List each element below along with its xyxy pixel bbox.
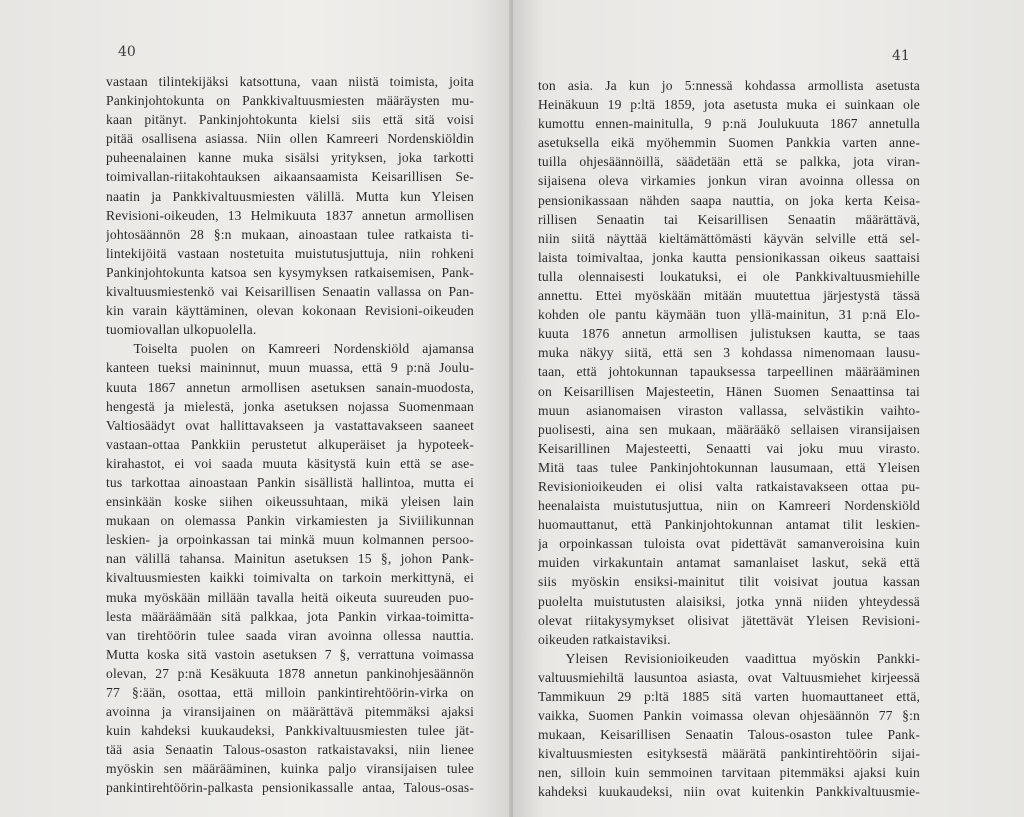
text-line: muun asianomaisen viraston vallassa, selvästikin vaihto- [538,402,920,418]
text-line: Valtiosäädyt ovat hallittavakseen ja vastattavakseen saaneet [106,417,474,433]
text-line: van tirehtöörin tulee saada viran avoinna ollessa nauttia. [106,627,474,643]
text-line: pankintirehtöörin-palkasta pensionikassalle antaa, Talous-osas- [106,780,474,796]
text-line: kuuta 1876 annetun armollisen julistuksen kautta, se taas [538,326,920,342]
left-page [0,0,511,817]
text-line: kivaltuusmiestenkö vai Keisarillisen Senaatin vallassa on Pan- [106,284,474,300]
text-line: Pankinjohtokunta on Pankkivaltuusmiesten määräysten mu- [106,93,474,109]
text-line: lintekijöitä vastaan nostetuita muistutusjuttuja, niin rohkeni [106,245,474,261]
text-line: puolelta muistutusten alaisiksi, jotka ynnä niiden yhteydessä [538,593,920,609]
text-line: Mitä taas tulee Pankinjohtokunnan lausumaan, että Yleisen [538,459,920,475]
text-line: tuilla ohjesäännöillä, säädetään että se palkka, jota viran- [538,154,920,170]
text-line: puolisesti, aina sen mukaan, määrääkö sellaisen viransijaisen [538,421,920,437]
text-line: Tammikuun 29 p:ltä 1885 sitä varten huomauttaneet että, [538,689,920,704]
text-line: ja orpoinkassan tuloista ovat pidettävät samanveroisina kuin [538,536,920,552]
text-line: myöskin sen määrääminen, kuinka paljo viransijaisen tulee [106,761,474,777]
text-line: Revisioni-oikeuden, 13 Helmikuuta 1837 annetun armollisen [106,207,474,223]
text-line: olevan, 27 p:nä Kesäkuuta 1878 annetun pankinohjesäännön [106,665,474,681]
text-line: huomauttanut, että Pankinjohtokunnan antamat tilit leskien- [538,517,920,533]
text-line: kohden ole pantu käymään tuon yllä-mainitun, 31 p:nä Elo- [538,307,920,323]
text-line: hengestä ja mielestä, jonka asetuksen nojassa Suomenmaan [106,398,474,414]
text-line: tuomiovallan ulkopuolella. [106,322,257,338]
text-line: avoinna ja viransijainen on määrättävä pitemmäksi ajaksi [106,704,474,720]
text-line: Toiselta puolen on Kamreeri Nordenskiöld ajamansa [106,341,474,357]
text-line: nen, silloin kuin semmoinen tarvitaan pitemmäksi ajaksi kuin [538,765,920,781]
text-line: siis myöskin ensiksi-mainitut tilit voisivat joutua kassan [538,574,920,590]
text-line: kivaltuusmiesten kaikki toimivalta on tarkoin merkittynä, ei [106,570,474,586]
text-line: oikeuden ratkaistaviksi. [538,631,671,647]
text-line: Pankinjohtokunta katsoa sen kysymyksen ratkaisemisen, Pank- [106,264,474,280]
text-line: tulla olennaisesti loukatuksi, ei ole Pankkivaltuusmiehille [538,268,920,284]
text-line: vastaan tilintekijäksi katsottuna, vaan niistä toimista, joita [106,74,474,89]
text-line: 77 §:ään, osottaa, että milloin pankintirehtöörin-virka on [106,685,474,700]
text-line: Heinäkuun 19 p:ltä 1859, jota asetusta muka ei suinkaan ole [538,97,920,113]
text-line: muiden virkakuntain antamat samanlaiset laskut, sekä että [538,555,920,571]
body-text [538,76,920,802]
text-line: taan, että johtokunnan tapauksessa tarpeellinen määrääminen [538,364,920,380]
text-line: muka myöskään millään tavalla heitä oikeuta suureuden puo- [106,589,474,605]
text-line: leskien- ja orpoinkassan tai minkä muun kolmannen persoo- [106,532,474,548]
text-line: puheenalainen kanne muka sisälsi yrityksen, joka tarkotti [106,150,474,166]
text-line: naatin ja Pankkivaltuusmiesten välillä. Mutta kun Yleisen [106,188,474,204]
text-line: kuuta 1867 annetun armollisen asetuksen sanain-muodosta, [106,379,474,395]
text-line: niin siitä näyttää kieltämättömästi käyvän selville että sel- [538,230,920,246]
text-line: tus tarkottaa ainoastaan Pankin sisällistä hallintoa, mutta ei [106,474,474,490]
text-line: heenalaista muistutusjuttua, niin on Kamreeri Nordenskiöld [538,498,920,514]
text-line: pensionikassaan nähden saapa nauttia, on joka kerta Keisa- [538,192,920,208]
text-line: asetuksella eikä myöhemmin Suomen Pankkia varten anne- [538,135,920,151]
text-line: johtosäännön 28 §:n mukaan, ainoastaan tulee ratkaista ti- [106,226,474,242]
text-line: ensinkään koske siihen oikeussuhtaan, mikä yleisen lain [106,494,474,510]
text-line: vastaan-ottaa Pankkiin perustetut alkuperäiset ja hypoteek- [106,436,474,452]
text-line: tää asia Senaatin Talous-osaston ratkaistavaksi, niin lienee [106,742,474,758]
text-line: kahdeksi kuukaudeksi, niin ovat kuitenkin Pankkivaltuusmie- [538,784,920,800]
page-number: 40 [118,44,136,60]
text-line: vaikka, Suomen Pankin voimassa olevan ohjesäännön 77 §:n [538,708,920,724]
text-line: valtuusmiehiltä lausuntoa asiasta, ovat Valtuusmiehet kirjeessä [538,669,920,685]
text-line: pitää osallisena asiassa. Niin ollen Kamreeri Nordenskiöldin [106,131,474,147]
text-line: ton asia. Ja kun jo 5:nnessä kohdassa armollista asetusta [538,78,920,93]
body-text [106,72,474,798]
text-line: olevat riitakysymykset olisivat jätettävät Yleisen Revisioni- [538,612,920,628]
text-line: kin varain käyttäminen, olevan kokonaan Revisioni-oikeuden [106,303,474,319]
text-line: mukaan, Keisarillisen Senaatin Talous-osaston tulee Pank- [538,727,920,743]
text-line: laista toimivaltaa, jonka kautta pensionikassan oikeus saattaisi [538,249,920,265]
text-line: toimivallan-riitakohtauksen aikaansaamista Keisarillisen Se- [106,169,474,185]
text-line: mukaan on olemassa Pankin virkamiesten ja Siviilikunnan [106,513,474,529]
page-number: 41 [892,48,910,64]
text-line: Yleisen Revisionioikeuden vaadittua myöskin Pankki- [538,650,920,666]
text-line: rillisen Senaatin tai Keisarillisen Senaatin määrättävä, [538,211,920,227]
text-line: muka näkyy siitä, että sen 3 kohdassa nimenomaan lausu- [538,345,920,361]
text-line: kumottu ennen-mainitulla, 9 p:nä Joulukuuta 1867 annetulla [538,116,920,132]
right-page [513,0,1024,817]
text-line: kirahastot, ei voi saada muuta käsitystä kuin että se ase- [106,455,474,471]
text-line: Mutta koska sitä vastoin asetuksen 7 §, verrattuna voimassa [106,646,474,662]
text-line: kaan pitänyt. Pankinjohtokunta kielsi siis että sitä voisi [106,112,474,128]
text-line: annettu. Ettei myöskään mitään muutettua järjestystä tässä [538,288,920,304]
text-line: Revisionioikeuden ei olisi valta ratkaistavakseen ottaa pu- [538,478,920,494]
text-line: kivaltuusmiesten esityksestä määrätä pankintirehtöörin sijai- [538,746,920,762]
text-line: on Keisarillisen Majesteetin, Hänen Suomen Senaattinsa tai [538,383,920,399]
text-line: lesta määräämään sitä palkkaa, jota Pankin virkaa-toimitta- [106,608,474,624]
text-line: sijaisena oleva virkamies jonkun viran avoinna ollessa on [538,173,920,189]
text-line: kanteen tueksi maininnut, muun muassa, että 9 p:nä Joulu- [106,360,474,376]
text-line: Keisarillinen Majesteetti, Senaatti vai joku muu virasto. [538,440,920,456]
text-line: nan välillä tahansa. Mainitun asetuksen 15 §, johon Pank- [106,551,474,567]
text-line: kuin kahdeksi kuukaudeksi, Pankkivaltuusmiesten tulee jät- [106,723,474,739]
